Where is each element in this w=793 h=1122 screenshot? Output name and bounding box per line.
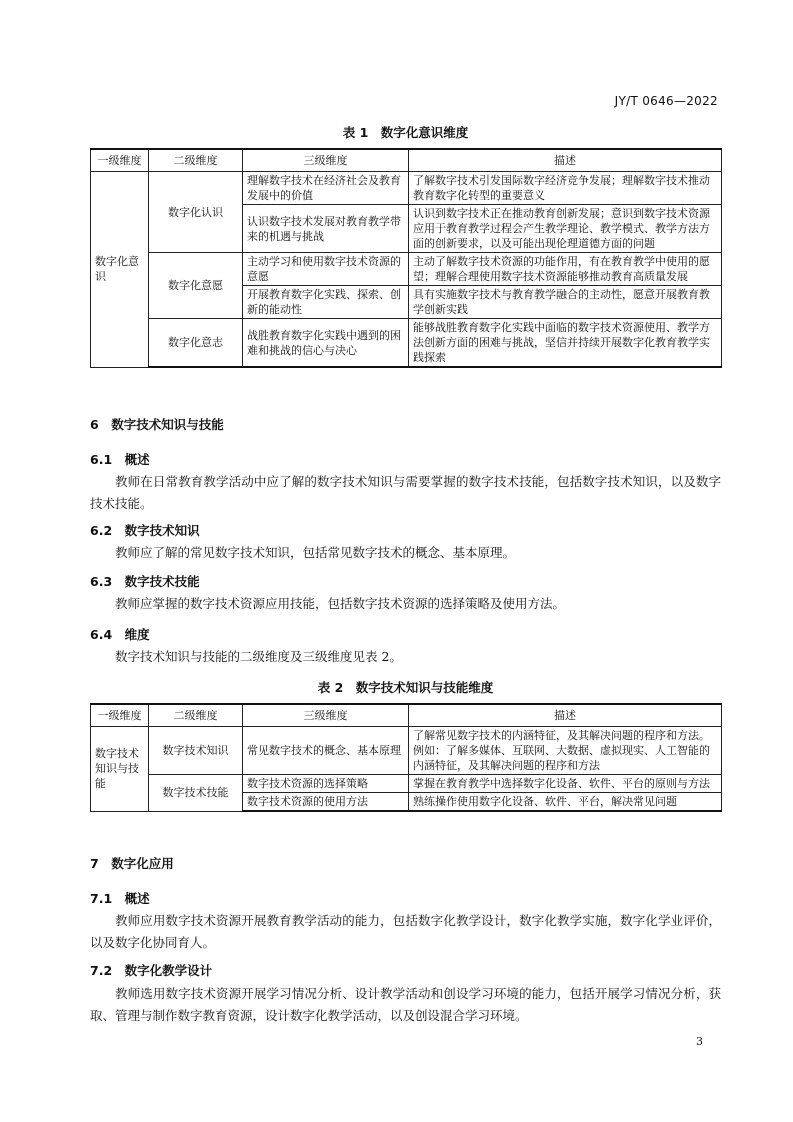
table1-caption: 表 1 数字化意识维度 [342, 125, 469, 140]
level2-cell: 数字技术技能 [149, 775, 243, 812]
table2-caption: 表 2 数字技术知识与技能维度 [317, 680, 494, 695]
subsection-heading: 6.2 数字技术知识 [90, 523, 200, 538]
table1-header-cell: 三级维度 [243, 149, 409, 172]
table1-header-cell: 二级维度 [149, 149, 243, 172]
level3-cell: 战胜教育数字化实践中遇到的困难和挑战的信心与决心 [243, 319, 409, 368]
subsection-heading: 7.2 数字化教学设计 [90, 963, 213, 978]
table2-header-cell: 一级维度 [91, 704, 149, 727]
table-row [91, 253, 722, 286]
table2 [90, 703, 722, 812]
description-cell: 能够战胜教育数字化实践中面临的数字技术资源使用、教学方法创新方面的困难与挑战，坚信并持续开展数字化教育教学实践探索 [409, 319, 722, 368]
level3-cell: 理解数字技术在经济社会及教育发展中的价值 [243, 172, 409, 205]
table2-header-cell: 二级维度 [149, 704, 243, 727]
paragraph: 教师在日常教育教学活动中应了解的数字技术知识与需要掌握的数字技术技能，包括数字技术知识，以及数字技术技能。 [90, 474, 721, 511]
description-cell: 掌握在教育教学中选择数字化设备、软件、平台的原则与方法 [409, 775, 722, 793]
level3-cell: 常见数字技术的概念、基本原理 [243, 727, 409, 775]
paragraph: 教师应用数字技术资源开展教育教学活动的能力，包括数字化教学设计，数字化教学实施，数字化学业评价，以及数字化协同育人。 [90, 913, 721, 950]
level2-cell: 数字化意志 [149, 319, 243, 368]
page-number: 3 [696, 1035, 703, 1048]
table2-header-row [91, 704, 722, 727]
level2-cell: 数字技术知识 [149, 727, 243, 775]
table-row [91, 172, 722, 205]
level3-cell: 数字技术资源的使用方法 [243, 793, 409, 812]
subsection-heading: 6.1 概述 [90, 452, 150, 467]
paragraph: 教师应了解的常见数字技术知识，包括常见数字技术的概念、基本原理。 [115, 545, 516, 560]
level1-cell: 数字技术知识与技能 [91, 727, 149, 812]
paragraph: 教师应掌握的数字技术资源应用技能，包括数字技术资源的选择策略及使用方法。 [115, 596, 566, 611]
table2-header-cell: 三级维度 [243, 704, 409, 727]
table1-header-row [91, 149, 722, 172]
section-heading: 6 数字技术知识与技能 [90, 417, 224, 432]
level3-cell: 认识数字技术发展对教育教学带来的机遇与挑战 [243, 205, 409, 253]
table1-header-cell: 描述 [409, 149, 722, 172]
paragraph: 教师选用数字技术资源开展学习情况分析、设计教学活动和创设学习环境的能力，包括开展学习情况分析，获取、管理与制作数字教育资源，设计数字化教学活动，以及创设混合学习环境。 [90, 986, 721, 1023]
paragraph: 数字技术知识与技能的二级维度及三级维度见表 2。 [115, 649, 402, 664]
section-heading: 7 数字化应用 [90, 856, 174, 871]
document-code: JY/T 0646—2022 [614, 94, 718, 108]
table-row [91, 727, 722, 775]
description-cell: 了解常见数字技术的内涵特征，及其解决问题的程序和方法。例如：了解多媒体、互联网、大数据、虚拟现实、人工智能的内涵特征，及其解决问题的程序和方法 [409, 727, 722, 775]
level3-cell: 开展教育数字化实践、探索、创新的能动性 [243, 286, 409, 319]
subsection-heading: 6.4 维度 [90, 627, 150, 642]
description-cell: 具有实施数字技术与教育教学融合的主动性，愿意开展教育教学创新实践 [409, 286, 722, 319]
level3-cell: 数字技术资源的选择策略 [243, 775, 409, 793]
table-row [91, 775, 722, 793]
level3-cell: 主动学习和使用数字技术资源的意愿 [243, 253, 409, 286]
table1 [90, 148, 722, 368]
description-cell: 主动了解数字技术资源的功能作用，有在教育教学中使用的愿望；理解合理使用数字技术资源能够推动教育高质量发展 [409, 253, 722, 286]
level1-cell: 数字化意识 [91, 172, 149, 368]
description-cell: 了解数字技术引发国际数字经济竞争发展；理解数字技术推动教育数字化转型的重要意义 [409, 172, 722, 205]
subsection-heading: 6.3 数字技术技能 [90, 574, 200, 589]
table1-header-cell: 一级维度 [91, 149, 149, 172]
subsection-heading: 7.1 概述 [90, 891, 150, 906]
description-cell: 认识到数字技术正在推动教育创新发展；意识到数字技术资源应用于教育教学过程会产生教学理论、教学模式、教学方法方面的创新要求，以及可能出现伦理道德方面的问题 [409, 205, 722, 253]
level2-cell: 数字化认识 [149, 172, 243, 253]
level2-cell: 数字化意愿 [149, 253, 243, 319]
table-row [91, 319, 722, 368]
table2-header-cell: 描述 [409, 704, 722, 727]
description-cell: 熟练操作使用数字化设备、软件、平台，解决常见问题 [409, 793, 722, 812]
